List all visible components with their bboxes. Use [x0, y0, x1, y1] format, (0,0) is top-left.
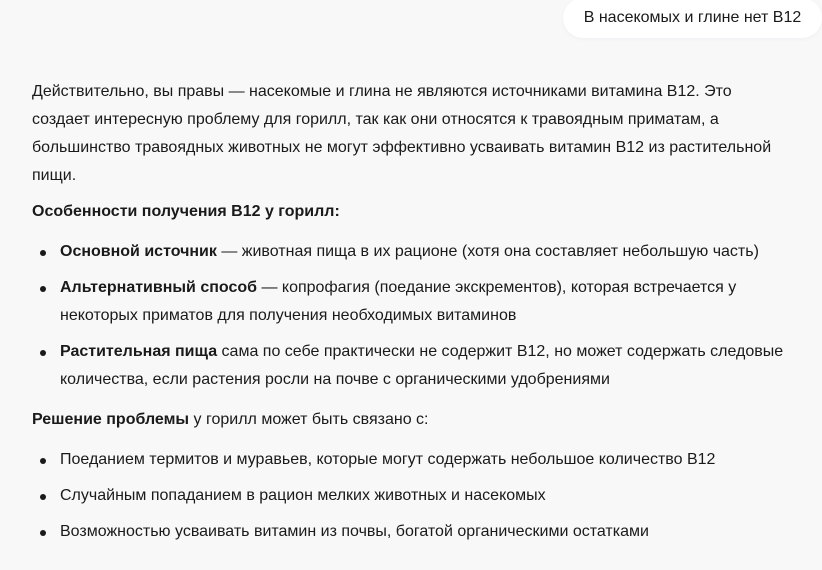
section2-heading-rest: у горилл может быть связано с:	[189, 411, 429, 428]
list-item-text: сама по себе практически не содержит B12, но может содержать следовые количества, если растения росли на почве с органическими удобрениями	[60, 343, 784, 388]
user-message-text: В насекомых и глине нет B12	[583, 9, 802, 26]
list-item	[32, 274, 792, 330]
list-item-bold: Альтернативный способ	[60, 279, 258, 296]
assistant-answer	[32, 78, 792, 558]
list-item-bold: Растительная пища	[60, 343, 218, 360]
section1-list	[32, 238, 792, 394]
list-item	[32, 338, 792, 394]
list-item-bold: Основной источник	[60, 243, 217, 260]
user-message-bubble	[563, 0, 822, 38]
section2-list	[32, 446, 792, 546]
list-item	[32, 238, 792, 266]
section2-heading-bold: Решение проблемы	[32, 411, 190, 428]
list-item-text: — животная пища в их рационе (хотя она составляет небольшую часть)	[216, 243, 759, 260]
list-item: Случайным попаданием в рацион мелких животных и насекомых	[32, 482, 792, 510]
answer-intro: Действительно, вы правы — насекомые и глина не являются источниками витамина B12. Это создает интересную проблему для горилл, так как они относятся к травоядным приматам, а большинство травоядных животных не могут эффективно усваивать витамин B12 из растительной пищи.	[32, 83, 772, 184]
list-item: Поеданием термитов и муравьев, которые могут содержать небольшое количество B12	[32, 446, 792, 474]
list-item-text: — копрофагия (поедание экскрементов), которая встречается у некоторых приматов для получения необходимых витаминов	[60, 279, 737, 324]
section2-heading	[32, 406, 792, 434]
section1-heading: Особенности получения B12 у горилл:	[32, 203, 340, 220]
list-item: Возможностью усваивать витамин из почвы, богатой органическими остатками	[32, 518, 792, 546]
